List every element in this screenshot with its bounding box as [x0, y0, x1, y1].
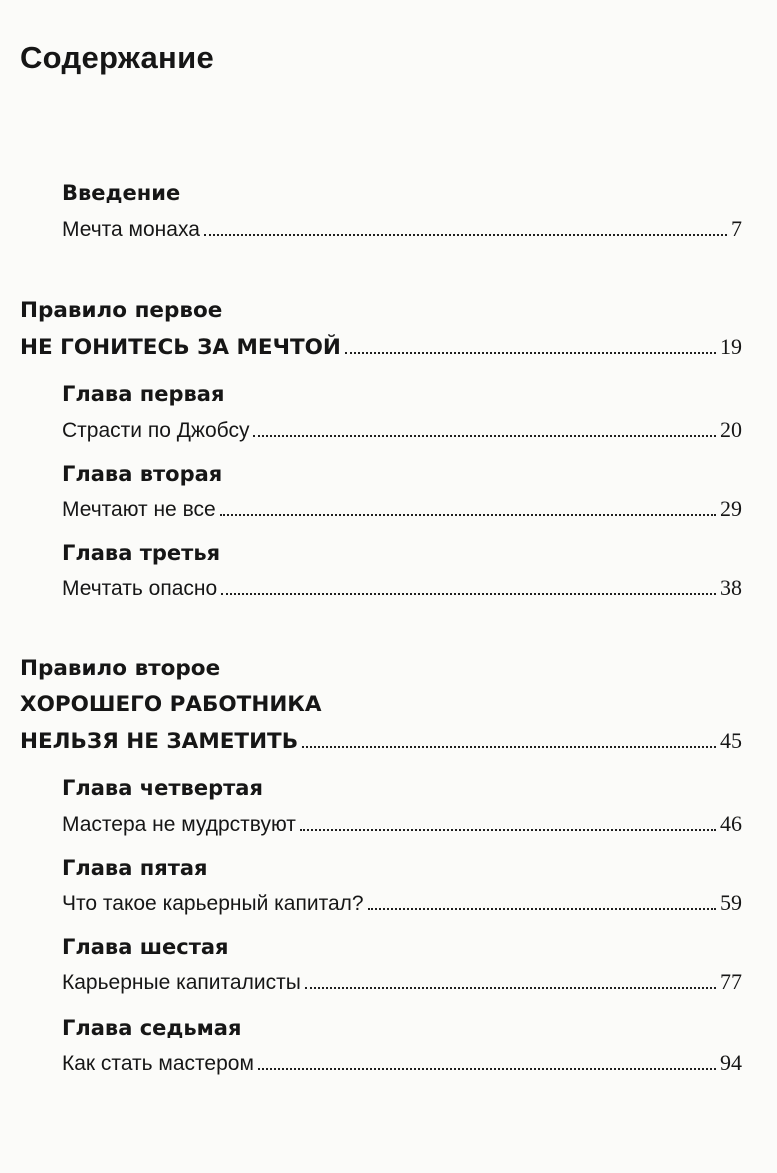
- toc-entry-chapter-6[interactable]: [62, 969, 742, 995]
- entry-page-number: 46: [720, 811, 742, 836]
- entry-title: Мастера не мудрствуют: [62, 813, 296, 836]
- entry-page-number: 94: [720, 1050, 742, 1075]
- rule2-title-line1: ХОРОШЕГО РАБОТНИКА: [20, 692, 322, 717]
- dot-leader: [345, 351, 716, 354]
- toc-heading: Содержание: [20, 40, 214, 75]
- toc-entry-rule1[interactable]: [20, 334, 742, 360]
- entry-title: Как стать мастером: [62, 1052, 254, 1075]
- chapter-label: Глава вторая: [62, 462, 223, 486]
- chapter-label: Глава шестая: [62, 935, 229, 959]
- entry-title: Мечтать опасно: [62, 577, 218, 600]
- dot-leader: [220, 513, 716, 516]
- entry-title: Карьерные капиталисты: [62, 971, 301, 994]
- toc-entry-intro[interactable]: [62, 216, 742, 242]
- entry-page-number: 45: [720, 728, 742, 753]
- entry-title: Что такое карьерный капитал?: [62, 892, 364, 915]
- entry-title: Мечта монаха: [62, 218, 200, 241]
- dot-leader: [305, 986, 716, 989]
- chapter-label: Глава седьмая: [62, 1016, 242, 1040]
- chapter-label: Глава пятая: [62, 856, 208, 880]
- dot-leader: [253, 434, 716, 437]
- toc-entry-chapter-7[interactable]: [62, 1050, 742, 1076]
- entry-page-number: 77: [720, 969, 742, 994]
- toc-entry-chapter-5[interactable]: [62, 890, 742, 916]
- rule-title: НЕЛЬЗЯ НЕ ЗАМЕТИТЬ: [20, 729, 299, 754]
- dot-leader: [221, 592, 716, 595]
- toc-entry-chapter-3[interactable]: [62, 575, 742, 601]
- entry-page-number: 20: [720, 417, 742, 442]
- entry-page-number: 59: [720, 890, 742, 915]
- intro-label: Введение: [62, 181, 181, 205]
- entry-page-number: 29: [720, 496, 742, 521]
- chapter-label: Глава четвертая: [62, 776, 263, 800]
- toc-entry-chapter-1[interactable]: [62, 417, 742, 443]
- entry-page-number: 38: [720, 575, 742, 600]
- chapter-label: Глава третья: [62, 541, 221, 565]
- entry-page-number: 19: [720, 334, 742, 359]
- chapter-label: Глава первая: [62, 382, 225, 406]
- entry-title: Страсти по Джобсу: [62, 419, 250, 442]
- dot-leader: [302, 745, 716, 748]
- dot-leader: [300, 828, 716, 831]
- toc-entry-chapter-2[interactable]: [62, 496, 742, 522]
- dot-leader: [258, 1067, 716, 1070]
- rule-title: НЕ ГОНИТЕСЬ ЗА МЕЧТОЙ: [20, 335, 341, 360]
- rule2-label: Правило второе: [20, 656, 221, 681]
- rule1-label: Правило первое: [20, 298, 223, 323]
- toc-entry-rule2[interactable]: [20, 728, 742, 754]
- toc-entry-chapter-4[interactable]: [62, 811, 742, 837]
- dot-leader: [368, 907, 716, 910]
- entry-title: Мечтают не все: [62, 498, 216, 521]
- dot-leader: [204, 233, 727, 236]
- entry-page-number: 7: [731, 216, 742, 241]
